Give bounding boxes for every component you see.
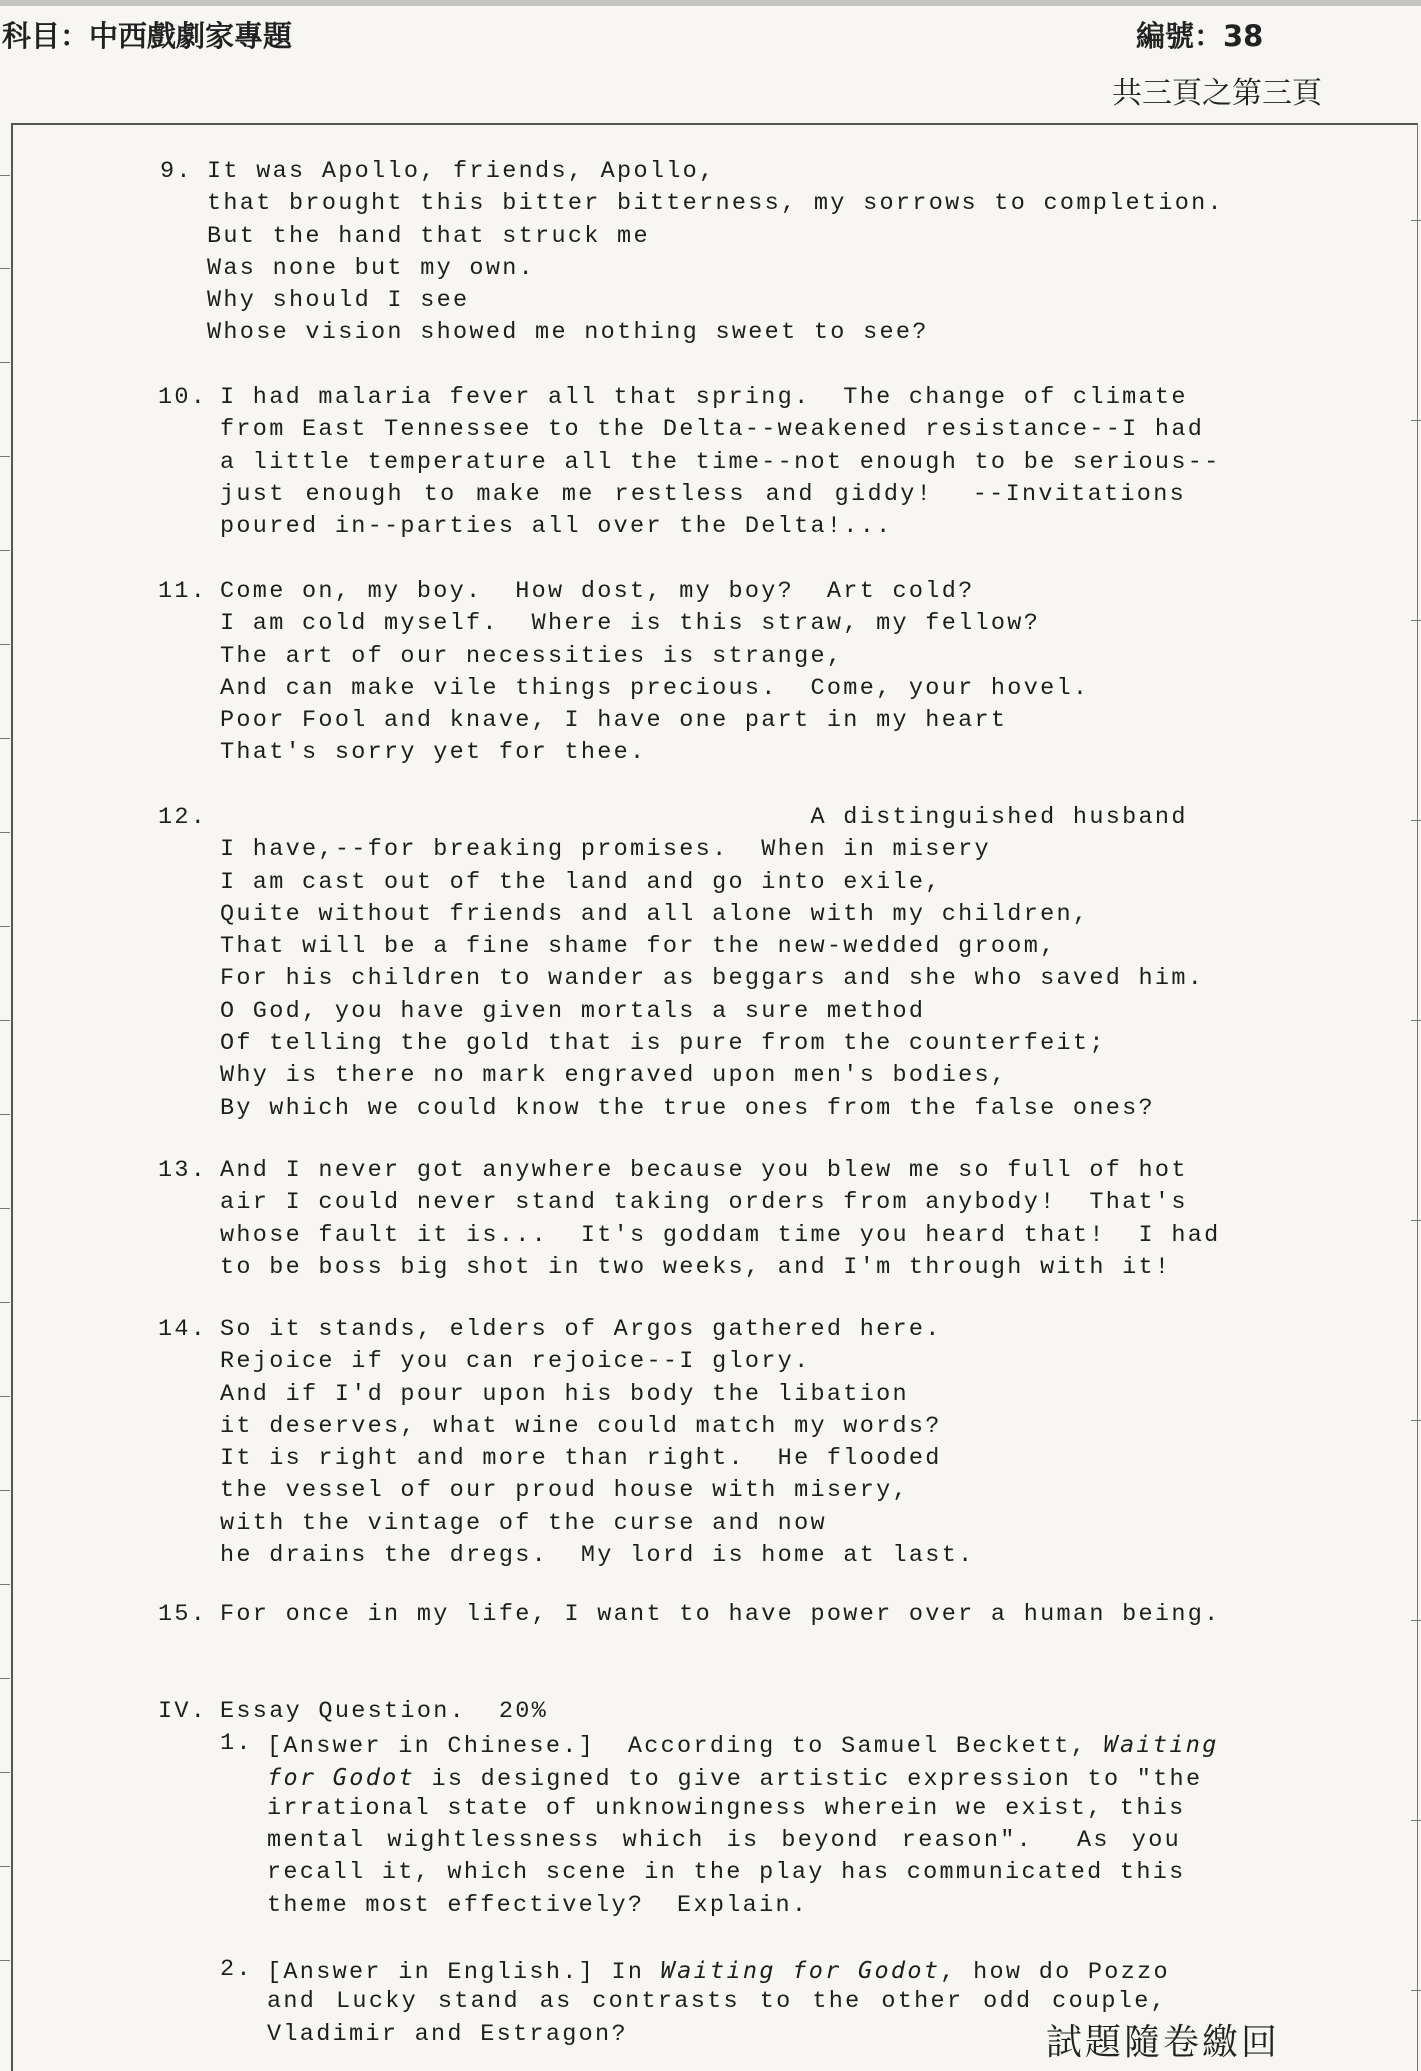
essay-line: theme most effectively? Explain. xyxy=(267,1891,809,1919)
play-title: Waiting xyxy=(1103,1730,1219,1759)
quote-line: just enough to make me restless and giddy! --Invitations xyxy=(220,480,1186,508)
quote-line: That's sorry yet for thee. xyxy=(220,739,647,767)
quote-line: For his children to wander as beggars and she who saved him. xyxy=(220,965,1205,993)
subject-header: 科目：中西戲劇家專題 xyxy=(2,19,293,53)
quote-line: air I could never stand taking orders from anybody! That's xyxy=(220,1189,1188,1217)
quote-line: it deserves, what wine could match my words? xyxy=(220,1412,942,1440)
quote-line: So it stands, elders of Argos gathered here. xyxy=(220,1316,942,1343)
return-with-paper-note: 試題隨卷繳回 xyxy=(1046,2022,1281,2063)
quote-line: For once in my life, I want to have power over a human being. xyxy=(220,1601,1221,1628)
scan-top-edge xyxy=(0,0,1421,6)
quote-line: to be boss big shot in two weeks, and I'm through with it! xyxy=(220,1253,1172,1281)
quote-line: poured in--parties all over the Delta!... xyxy=(220,513,893,541)
question-number: 14. xyxy=(158,1316,208,1343)
quote-line: whose fault it is... It's goddam time you heard that! I had xyxy=(220,1221,1221,1249)
quote-line: the vessel of our proud house with misery, xyxy=(220,1477,909,1505)
quote-line: Come on, my boy. How dost, my boy? Art cold? xyxy=(220,578,975,605)
quote-line: A distinguished husband xyxy=(220,804,1188,831)
essay-line: Vladimir and Estragon? xyxy=(267,2020,628,2048)
question-number: 10. xyxy=(158,384,208,411)
essay-line: [Answer in Chinese.] According to Samuel Beckett, Waiting xyxy=(267,1730,1219,1761)
essay-line: irrational state of unknowingness wherein we exist, this xyxy=(267,1794,1186,1822)
quote-line: O God, you have given mortals a sure method xyxy=(220,997,926,1025)
quote-line: from East Tennessee to the Delta--weakened resistance--I had xyxy=(220,416,1205,444)
essay-question-number: 2. xyxy=(220,1956,253,1983)
quote-line: a little temperature all the time--not enough to be serious-- xyxy=(220,448,1221,476)
quote-line: I had malaria fever all that spring. The change of climate xyxy=(220,384,1188,411)
quote-line: with the vintage of the curse and now xyxy=(220,1509,827,1537)
question-number: 9. xyxy=(160,158,193,185)
play-title: Waiting for Godot xyxy=(660,1956,941,1984)
quote-line: And if I'd pour upon his body the libation xyxy=(220,1380,909,1408)
question-number: 13. xyxy=(158,1157,208,1184)
essay-line: and Lucky stand as contrasts to the other odd couple, xyxy=(267,1988,1167,2016)
quote-line: Why should I see xyxy=(207,287,470,315)
essay-question-1 xyxy=(267,1728,1219,1922)
quote-line: Poor Fool and knave, I have one part in my heart xyxy=(220,707,1008,735)
quote-line: Of telling the gold that is pure from the counterfeit; xyxy=(220,1030,1106,1058)
page-count: 共三頁之第三頁 xyxy=(1112,76,1322,111)
question-number: 11. xyxy=(158,578,208,605)
essay-line: [Answer in English.] In Waiting for Godot, how do Pozzo xyxy=(267,1956,1170,1986)
essay-line: recall it, which scene in the play has communicated this xyxy=(267,1859,1186,1887)
section-heading: Essay Question. 20% xyxy=(220,1698,549,1725)
essay-line: mental wightlessness which is beyond reason". As you xyxy=(267,1827,1181,1855)
quote-line: That will be a fine shame for the new-wedded groom, xyxy=(220,933,1057,961)
quote-line: he drains the dregs. My lord is home at last. xyxy=(220,1542,975,1570)
play-title: for Godot xyxy=(267,1762,416,1791)
quote-line: I am cold myself. Where is this straw, my fellow? xyxy=(220,610,1041,638)
exam-code: 編號：38 xyxy=(1136,19,1264,53)
quote-line: that brought this bitter bitterness, my sorrows to completion. xyxy=(207,190,1224,218)
quote-line: It is right and more than right. He flooded xyxy=(220,1445,942,1473)
quote-line: The art of our necessities is strange, xyxy=(220,642,844,670)
essay-question-2 xyxy=(267,1954,1170,2051)
question-number: 15. xyxy=(158,1601,208,1628)
quote-line: I am cast out of the land and go into exile, xyxy=(220,868,942,896)
quote-line: And I never got anywhere because you blew me so full of hot xyxy=(220,1157,1188,1184)
quote-line: It was Apollo, friends, Apollo, xyxy=(207,158,716,185)
quote-line: And can make vile things precious. Come, your hovel. xyxy=(220,674,1090,702)
quote-line: Was none but my own. xyxy=(207,254,536,282)
quote-line: Quite without friends and all alone with my children, xyxy=(220,900,1090,928)
question-number: 12. xyxy=(158,804,208,831)
quote-line: I have,--for breaking promises. When in misery xyxy=(220,836,991,864)
quote-line: Whose vision showed me nothing sweet to see? xyxy=(207,319,929,347)
quote-line: Rejoice if you can rejoice--I glory. xyxy=(220,1348,811,1376)
essay-question-number: 1. xyxy=(220,1730,253,1758)
quote-line: Why is there no mark engraved upon men's bodies, xyxy=(220,1062,1008,1090)
quote-line: But the hand that struck me xyxy=(207,222,650,250)
quote-line: By which we could know the true ones from the false ones? xyxy=(220,1094,1155,1122)
section-number: IV. xyxy=(158,1698,208,1725)
essay-line: for Godot is designed to give artistic expression to "the xyxy=(267,1762,1203,1793)
